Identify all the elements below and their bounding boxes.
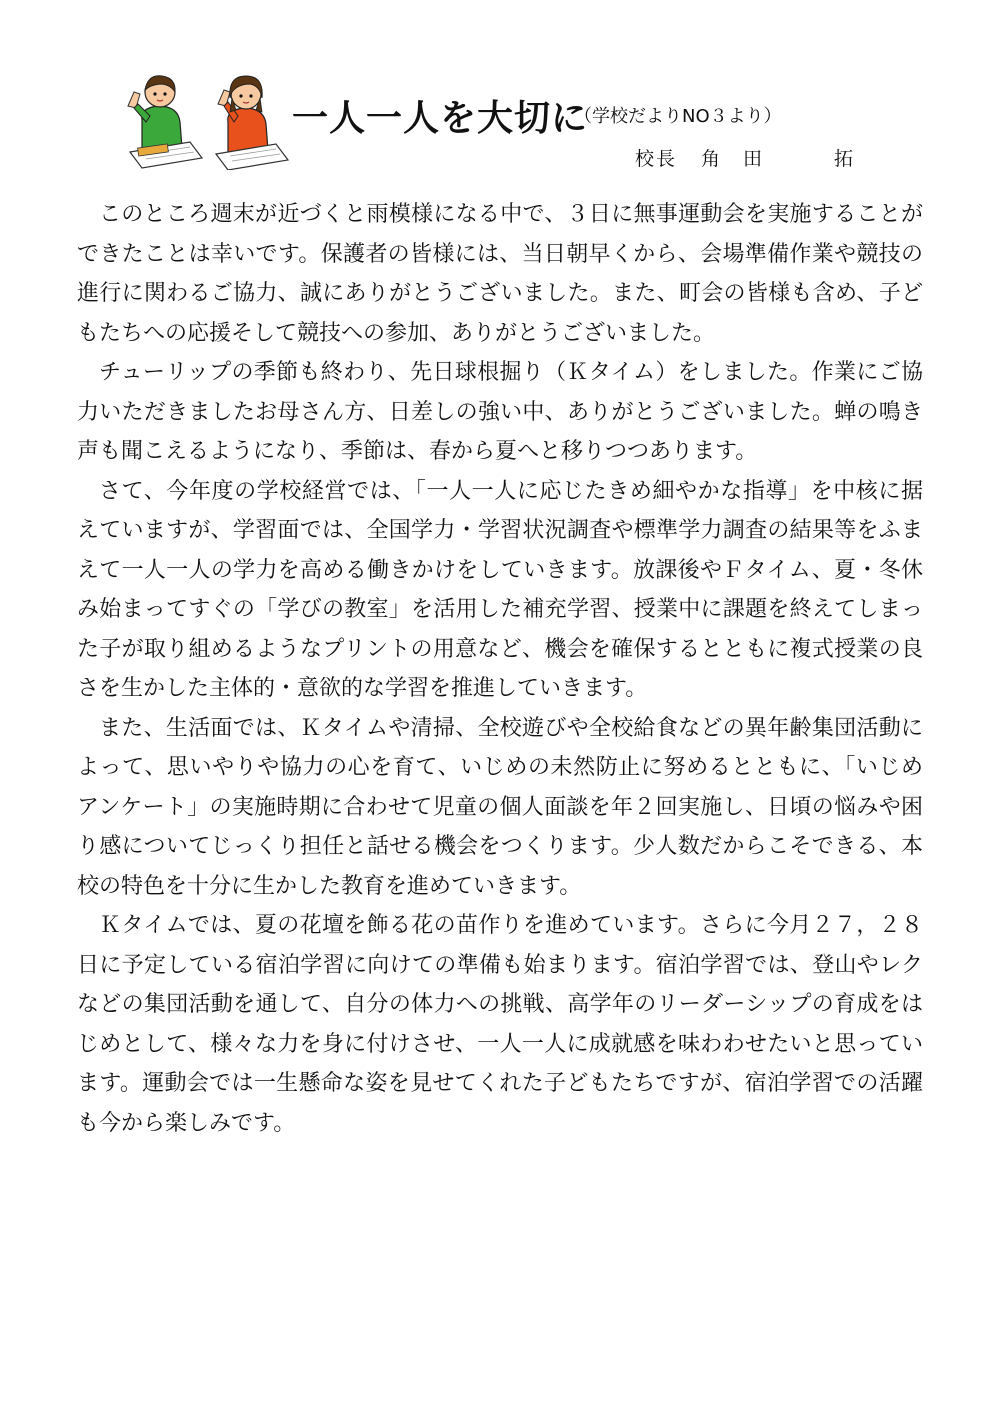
paragraph: チューリップの季節も終わり、先日球根掘り（Ｋタイム）をしました。作業にご協力いただきましたお母さん方、日差しの強い中、ありがとうございました。蝉の鳴き声も聞こえるようになり、季節は、春から夏へと移りつつあります。 [77, 360, 923, 464]
paragraph: さて、今年度の学校経営では、「一人一人に応じたきめ細やかな指導」を中核に据えていますが、学習面では、全国学力・学習状況調査や標準学力調査の結果等をふまえて一人一人の学力を高める働きかけをしていきます。放課後やＦタイム、夏・冬休み始まってすぐの「学びの教室」を活用した補充学習、授業中に課題を終えてしまった子が取り組めるようなプリントの用意など、機会を確保するとともに複式授業の良さを生かした主体的・意欲的な学習を推進していきます。 [77, 478, 923, 701]
principal-role: 校長 [635, 148, 678, 170]
principal-given-name: 拓 [834, 148, 856, 170]
boy-illustration [128, 76, 202, 168]
principal-signature [635, 144, 855, 171]
principal-family-name: 角 田 [701, 148, 765, 170]
girl-illustration [216, 76, 288, 170]
header [120, 62, 920, 172]
newsletter-subtitle: （学校だよりNO３より） [574, 106, 782, 127]
children-studying-icon [120, 70, 290, 170]
article-body [77, 195, 923, 1143]
paragraph: Ｋタイムでは、夏の花壇を飾る花の苗作りを進めています。さらに今月２７，２８日に予定している宿泊学習に向けての準備も始まります。宿泊学習では、登山やレクなどの集団活動を通して、自分の体力への挑戦、高学年のリーダーシップの育成をはじめとして、様々な力を身に付けさせ、一人一人に成就感を味わわせたいと思っています。運動会では一生懸命な姿を見せてくれた子どもたちですが、宿泊学習での活躍も今から楽しみです。 [77, 913, 923, 1136]
paragraph: このところ週末が近づくと雨模様になる中で、３日に無事運動会を実施することができたことは幸いです。保護者の皆様には、当日朝早くから、会場準備作業や競技の進行に関わるご協力、誠にありがとうございました。また、町会の皆様も含め、子どもたちへの応援そして競技への参加、ありがとうございました。 [77, 202, 923, 346]
newsletter-title: 一人一人を大切に [292, 98, 589, 139]
paragraph: また、生活面では、Ｋタイムや清掃、全校遊びや全校給食などの異年齢集団活動によって、思いやりや協力の心を育て、いじめの未然防止に努めるとともに、「いじめアンケート」の実施時期に合わせて児童の個人面談を年２回実施し、日頃の悩みや困り感についてじっくり担任と話せる機会をつくります。少人数だからこそできる、本校の特色を十分に生かした教育を進めていきます。 [77, 715, 923, 899]
